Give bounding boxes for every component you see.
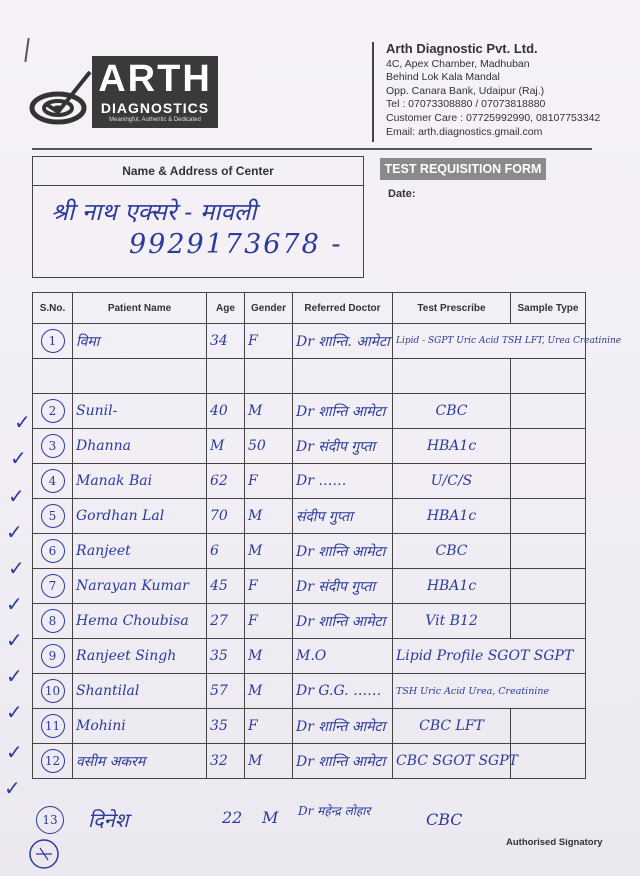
company-tel: Tel : 07073308880 / 07073818880 bbox=[386, 98, 546, 111]
logo-check-icon bbox=[30, 68, 92, 130]
patient-name: Gordhan Lal bbox=[73, 499, 207, 534]
tick-icon: ✓ bbox=[6, 592, 23, 616]
logo bbox=[92, 56, 218, 128]
test-prescribed: CBC bbox=[426, 810, 463, 829]
row-number: 2 bbox=[41, 399, 65, 423]
test-prescribed: Lipid Profile SGOT SGPT bbox=[393, 639, 586, 674]
sample-type bbox=[511, 744, 586, 779]
table-row bbox=[33, 359, 586, 394]
address-line: Behind Lok Kala Mandal bbox=[386, 71, 500, 84]
table-row bbox=[33, 639, 586, 674]
row-number: 9 bbox=[41, 644, 65, 668]
sample-type bbox=[511, 604, 586, 639]
patient-gender: 50 bbox=[245, 429, 293, 464]
referred-doctor: Dr संदीप गुप्ता bbox=[293, 569, 393, 604]
company-name: Arth Diagnostic Pvt. Ltd. bbox=[386, 41, 538, 56]
col-sno: S.No. bbox=[33, 293, 73, 324]
form-title: TEST REQUISITION FORM bbox=[380, 158, 546, 180]
table-row bbox=[33, 534, 586, 569]
table-row bbox=[33, 464, 586, 499]
tick-icon: ✓ bbox=[14, 410, 31, 434]
address-line: 4C, Apex Chamber, Madhuban bbox=[386, 57, 530, 70]
patient-gender: F bbox=[245, 604, 293, 639]
row-number: 12 bbox=[41, 749, 65, 773]
row-number: 10 bbox=[41, 679, 65, 703]
patient-gender: M bbox=[262, 808, 279, 827]
tick-icon: ✓ bbox=[6, 700, 23, 724]
referred-doctor: Dr शान्ति आमेटा bbox=[293, 394, 393, 429]
referred-doctor: Dr संदीप गुप्ता bbox=[293, 429, 393, 464]
address-line: Opp. Canara Bank, Udaipur (Raj.) bbox=[386, 84, 545, 97]
row-number: 8 bbox=[41, 609, 65, 633]
patient-age: 27 bbox=[207, 604, 245, 639]
table-header bbox=[33, 293, 586, 324]
patient-gender: M bbox=[245, 639, 293, 674]
patient-name: दिनेश bbox=[88, 808, 129, 832]
referred-doctor: संदीप गुप्ता bbox=[293, 499, 393, 534]
row-number: 13 bbox=[36, 806, 64, 834]
patient-name: वसीम अकरम bbox=[73, 744, 207, 779]
patient-table bbox=[32, 292, 622, 779]
col-sample: Sample Type bbox=[511, 293, 586, 324]
test-prescribed: HBA1c bbox=[393, 499, 511, 534]
patient-name: Ranjeet bbox=[73, 534, 207, 569]
patient-gender: F bbox=[245, 709, 293, 744]
patient-age: 22 bbox=[222, 808, 243, 827]
test-prescribed: HBA1c bbox=[393, 569, 511, 604]
header-divider bbox=[372, 42, 374, 142]
col-doctor: Referred Doctor bbox=[293, 293, 393, 324]
table-row bbox=[33, 604, 586, 639]
sample-type bbox=[511, 534, 586, 569]
patient-gender: M bbox=[245, 534, 293, 569]
tick-icon: ✓ bbox=[6, 520, 23, 544]
referred-doctor: M.O bbox=[293, 639, 393, 674]
tick-icon: ✓ bbox=[6, 740, 23, 764]
patient-name: Mohini bbox=[73, 709, 207, 744]
test-prescribed: CBC bbox=[393, 394, 511, 429]
table-row bbox=[33, 499, 586, 534]
table-row bbox=[33, 394, 586, 429]
patient-gender: M bbox=[245, 674, 293, 709]
table-row bbox=[33, 429, 586, 464]
extra-row bbox=[22, 800, 582, 840]
patient-age: M bbox=[207, 429, 245, 464]
company-care: Customer Care : 07725992990, 08107753342 bbox=[386, 111, 601, 124]
patient-age: 6 bbox=[207, 534, 245, 569]
referred-doctor: Dr …… bbox=[293, 464, 393, 499]
col-age: Age bbox=[207, 293, 245, 324]
patient-gender: M bbox=[245, 499, 293, 534]
patient-name: Dhanna bbox=[73, 429, 207, 464]
sample-type bbox=[511, 569, 586, 604]
sample-type bbox=[511, 394, 586, 429]
referred-doctor: Dr शान्ति आमेटा bbox=[293, 744, 393, 779]
referred-doctor: Dr शान्ति आमेटा bbox=[293, 709, 393, 744]
row-number: 6 bbox=[41, 539, 65, 563]
test-prescribed: Vit B12 bbox=[393, 604, 511, 639]
test-prescribed: U/C/S bbox=[393, 464, 511, 499]
table-row bbox=[33, 709, 586, 744]
patient-name: विमा bbox=[73, 324, 207, 359]
authorised-signatory: Authorised Signatory bbox=[506, 837, 603, 848]
patient-gender: F bbox=[245, 569, 293, 604]
referred-doctor: Dr G.G. …… bbox=[293, 674, 393, 709]
patient-age: 35 bbox=[207, 709, 245, 744]
patient-age: 35 bbox=[207, 639, 245, 674]
col-patient-name: Patient Name bbox=[73, 293, 207, 324]
referred-doctor: Dr महेन्द्र लोहार bbox=[298, 804, 371, 818]
center-name: श्री नाथ एक्सरे - मावली bbox=[51, 198, 257, 226]
patient-age: 45 bbox=[207, 569, 245, 604]
header-rule bbox=[32, 148, 592, 150]
company-email: Email: arth.diagnostics.gmail.com bbox=[386, 125, 543, 138]
patient-name: Hema Choubisa bbox=[73, 604, 207, 639]
patient-name: Manak Bai bbox=[73, 464, 207, 499]
center-box bbox=[32, 156, 364, 278]
tick-icon: ✓ bbox=[10, 446, 27, 470]
table-row bbox=[33, 324, 586, 359]
row-number: 5 bbox=[41, 504, 65, 528]
test-prescribed: CBC bbox=[393, 534, 511, 569]
test-prescribed: TSH Uric Acid Urea, Creatinine bbox=[393, 674, 586, 709]
sample-type bbox=[511, 709, 586, 744]
col-gender: Gender bbox=[245, 293, 293, 324]
company-info bbox=[386, 42, 600, 139]
referred-doctor: Dr शान्ति. आमेटा bbox=[293, 324, 393, 359]
patient-name: Ranjeet Singh bbox=[73, 639, 207, 674]
tick-icon: ✓ bbox=[8, 556, 25, 580]
row-number: 1 bbox=[41, 329, 65, 353]
table-row bbox=[33, 744, 586, 779]
tick-icon: ✓ bbox=[6, 628, 23, 652]
col-test: Test Prescribe bbox=[393, 293, 511, 324]
referred-doctor: Dr शान्ति आमेटा bbox=[293, 534, 393, 569]
test-prescribed: HBA1c bbox=[393, 429, 511, 464]
sample-type bbox=[511, 499, 586, 534]
patient-gender: M bbox=[245, 744, 293, 779]
patient-name: Shantilal bbox=[73, 674, 207, 709]
patient-name: Sunil- bbox=[73, 394, 207, 429]
patient-name: Narayan Kumar bbox=[73, 569, 207, 604]
test-prescribed: CBC LFT bbox=[393, 709, 511, 744]
patient-age: 34 bbox=[207, 324, 245, 359]
sample-type bbox=[511, 429, 586, 464]
row-number: 4 bbox=[41, 469, 65, 493]
sample-type bbox=[511, 464, 586, 499]
center-title: Name & Address of Center bbox=[33, 157, 363, 186]
date-label: Date: bbox=[388, 188, 416, 200]
patient-age: 57 bbox=[207, 674, 245, 709]
patient-gender: M bbox=[245, 394, 293, 429]
logo-word: ARTH bbox=[98, 58, 212, 100]
row-number: 3 bbox=[41, 434, 65, 458]
tick-icon: ✓ bbox=[4, 776, 21, 800]
referred-doctor: Dr शान्ति आमेटा bbox=[293, 604, 393, 639]
circle-mark-icon bbox=[26, 838, 62, 870]
tick-icon: ✓ bbox=[6, 664, 23, 688]
tick-icon: ✓ bbox=[8, 484, 25, 508]
test-prescribed: Lipid - SGPT Uric Acid TSH LFT, Urea Creatinine bbox=[393, 324, 586, 359]
row-number: 11 bbox=[41, 714, 65, 738]
logo-sub: DIAGNOSTICS bbox=[100, 100, 210, 116]
patient-age: 32 bbox=[207, 744, 245, 779]
patient-age: 40 bbox=[207, 394, 245, 429]
table-row bbox=[33, 674, 586, 709]
patient-age: 62 bbox=[207, 464, 245, 499]
logo-tagline: Meaningful, Authentic & Dedicated bbox=[109, 117, 201, 123]
pen-mark bbox=[24, 38, 29, 62]
test-prescribed: CBC SGOT SGPT bbox=[393, 744, 511, 779]
patient-gender: F bbox=[245, 324, 293, 359]
table-row bbox=[33, 569, 586, 604]
patient-age: 70 bbox=[207, 499, 245, 534]
patient-gender: F bbox=[245, 464, 293, 499]
row-number: 7 bbox=[41, 574, 65, 598]
center-phone: 9929173678 - bbox=[129, 229, 343, 260]
